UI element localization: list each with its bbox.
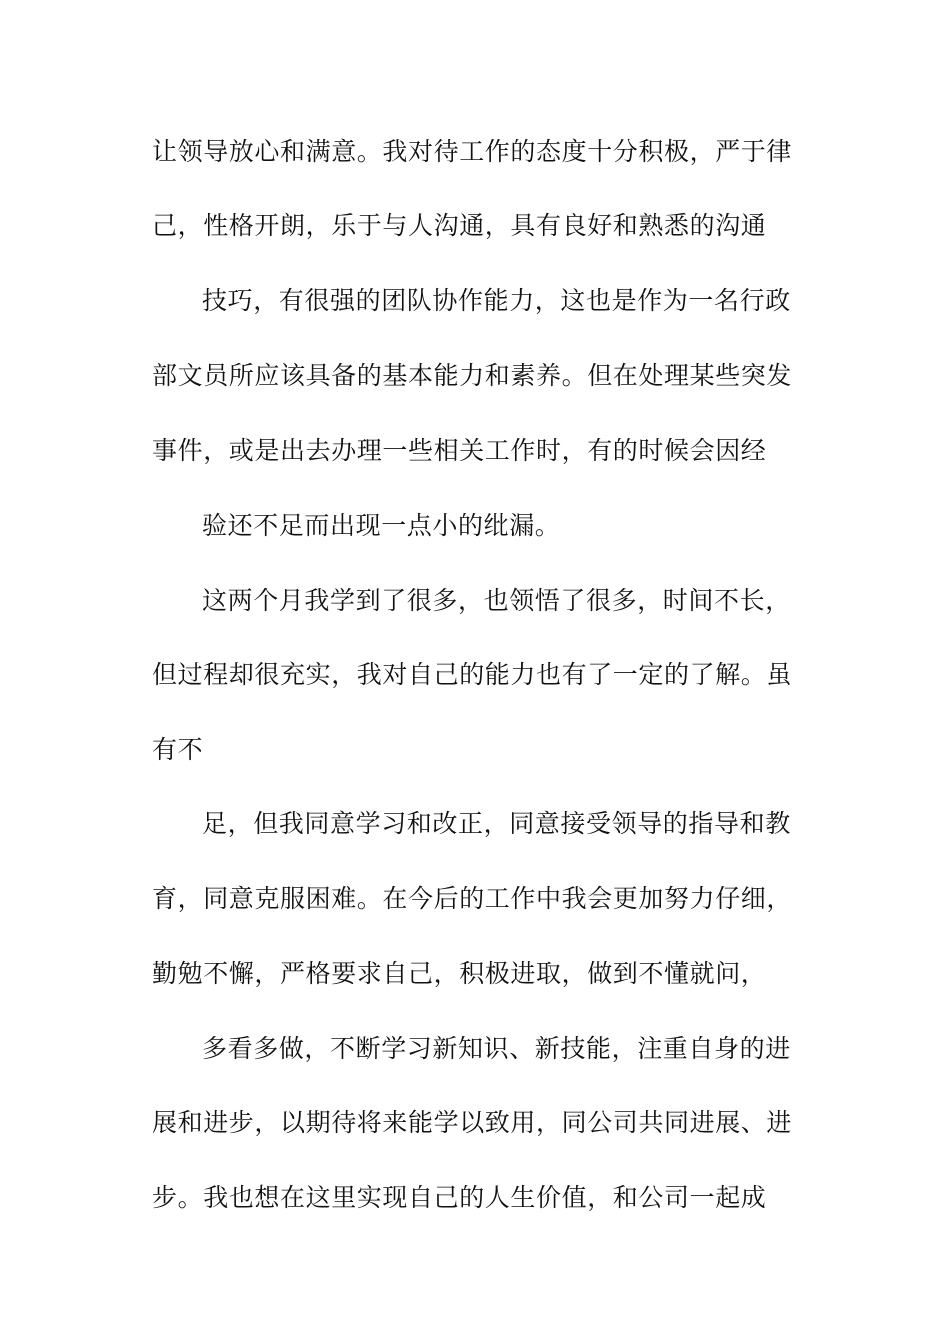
text-line-12: 勤勉不懈，严格要求自己，积极进取，做到不懂就问， (152, 959, 767, 988)
text-line-7: 这两个月我学到了很多，也领悟了很多，时间不长， (202, 586, 791, 615)
text-line-11: 育，同意克服困难。在今后的工作中我会更加努力仔细， (152, 884, 793, 913)
text-line-10: 足，但我同意学习和改正，同意接受领导的指导和教 (202, 809, 791, 838)
text-line-6: 验还不足而出现一点小的纰漏。 (202, 511, 561, 540)
text-line-15: 步。我也想在这里实现自己的人生价值，和公司一起成 (152, 1183, 767, 1212)
text-line-13: 多看多做，不断学习新知识、新技能，注重自身的进 (202, 1034, 791, 1063)
text-line-1: 让领导放心和满意。我对待工作的态度十分积极，严于律 (152, 137, 793, 166)
text-line-4: 部文员所应该具备的基本能力和素养。但在处理某些突发 (152, 361, 793, 390)
text-line-14: 展和进步，以期待将来能学以致用，同公司共同进展、进 (152, 1108, 793, 1137)
text-line-5: 事件，或是出去办理一些相关工作时，有的时候会因经 (152, 436, 767, 465)
text-line-2: 己，性格开朗，乐于与人沟通，具有良好和熟悉的沟通 (152, 211, 767, 240)
text-line-3: 技巧，有很强的团队协作能力，这也是作为一名行政 (202, 286, 791, 315)
text-line-9: 有不 (152, 735, 204, 764)
text-line-8: 但过程却很充实，我对自己的能力也有了一定的了解。虽 (152, 660, 793, 689)
